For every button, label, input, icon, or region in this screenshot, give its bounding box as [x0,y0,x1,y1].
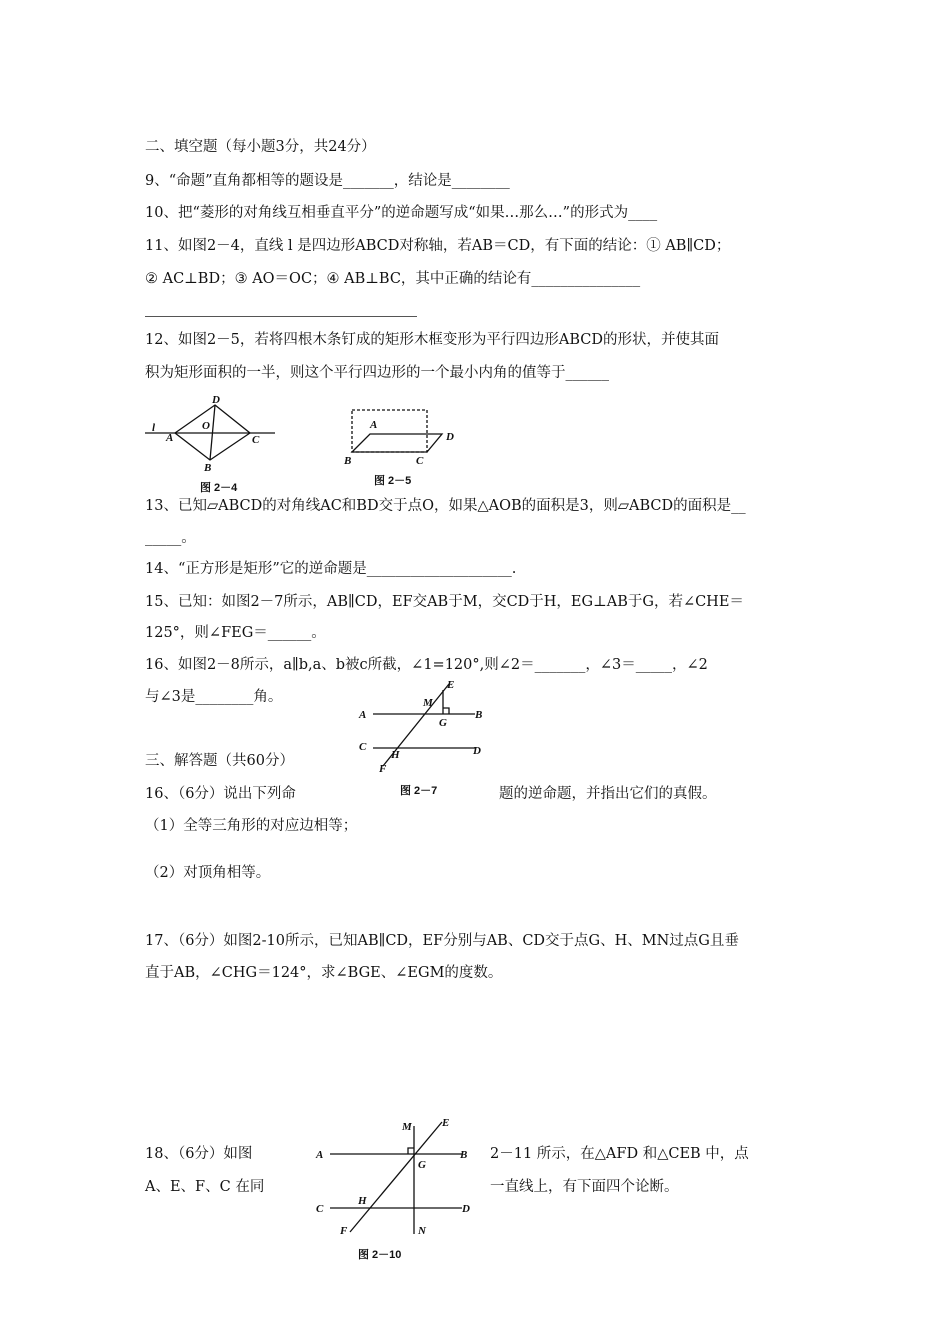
figure-2-5 [340,400,470,490]
question-18-right1: 2－11 所示，在△AFD 和△CEB 中，点 [490,1146,749,1162]
figure-2-5-caption: 图 2－5 [374,475,412,487]
label-n: N [418,1225,426,1237]
label-b: B [204,462,212,474]
figure-2-10 [312,1112,482,1267]
question-18-left1: 18、（6分）如图 [145,1146,253,1162]
question-16b-part1: 16、（6分）说出下列命 [145,786,296,802]
figure-2-7-caption: 图 2－7 [400,785,438,797]
label-d: D [446,431,454,443]
label-c: C [416,455,424,467]
question-15-line1: 15、已知：如图2－7所示，AB∥CD，EF交AB于M，交CD于H，EG⊥AB于G，若∠CHE＝ [145,594,744,610]
label-h: H [358,1195,367,1207]
label-m: M [402,1121,412,1133]
figure-2-4-caption: 图 2－4 [200,482,238,494]
label-d: D [462,1203,470,1215]
label-c: C [316,1203,324,1215]
question-16b-item1: （1）全等三角形的对应边相等； [145,818,358,834]
label-m: M [423,697,433,709]
label-b: B [475,709,483,721]
label-e: E [442,1117,450,1129]
question-12-line1: 12、如图2－5，若将四根木条钉成的矩形木框变形为平行四边形ABCD的形状，并使其面 [145,332,720,348]
label-a: A [316,1149,324,1161]
label-a: A [370,419,378,431]
label-o: O [202,420,210,432]
label-g: G [439,717,447,729]
label-g: G [418,1159,426,1171]
label-e: E [447,679,455,691]
label-f: F [340,1225,348,1237]
label-b: B [460,1149,468,1161]
question-15-line2: 125°，则∠FEG＝______。 [145,625,326,641]
question-16b-part2: 题的逆命题，并指出它们的真假。 [499,786,717,802]
question-17-line2: 直于AB，∠CHG＝124°，求∠BGE、∠EGM的度数。 [145,965,503,981]
figure-2-4 [140,395,280,495]
parallelogram-abcd [352,434,442,452]
section2-heading: 二、填空题（每小题3分，共24分） [145,139,376,155]
question-10: 10、把“菱形的对角线互相垂直平分”的逆命题写成“如果…那么…”的形式为____ [145,205,658,221]
question-13-line2: _____。 [145,530,196,546]
label-f: F [379,763,387,775]
figure-2-7 [355,676,490,801]
right-angle-mark [408,1148,414,1154]
figure-2-10-caption: 图 2－10 [358,1249,402,1261]
question-14: 14、“正方形是矩形”它的逆命题是____________________. [145,561,517,577]
right-angle-mark [443,708,449,714]
question-18-right2: 一直线上，有下面四个论断。 [490,1179,679,1195]
question-11-line2: ② AC⊥BD；③ AO＝OC；④ AB⊥BC，其中正确的结论有_______________ [145,271,641,287]
label-c: C [359,741,367,753]
label-d: D [212,395,220,406]
label-b: B [344,455,352,467]
question-18-left2: A、E、F、C 在同 [145,1179,265,1195]
line-ef [350,1122,442,1232]
original-rectangle [352,410,427,452]
section3-heading: 三、解答题（共60分） [145,753,294,769]
label-a: A [166,432,174,444]
label-l: l [152,422,156,434]
question-11-line1: 11、如图2－4，直线 l 是四边形ABCD对称轴，若AB＝CD，有下面的结论：① AB∥CD； [145,238,731,254]
label-a: A [359,709,367,721]
question-16-line2: 与∠3是________角。 [145,689,283,705]
question-13-line1: 13、已知▱ABCD的对角线AC和BD交于点O，如果△AOB的面积是3，则▱ABCD的面积是__ [145,498,746,514]
label-c: C [252,434,260,446]
answer-rule [145,316,417,317]
question-16b-item2: （2）对顶角相等。 [145,865,271,881]
label-d: D [473,745,481,757]
question-12-line2: 积为矩形面积的一半，则这个平行四边形的一个最小内角的值等于______ [145,365,609,381]
question-17-line1: 17、（6分）如图2-10所示，已知AB∥CD，EF分别与AB、CD交于点G、H、MN过点G且垂 [145,933,739,949]
question-9: 9、“命题”直角都相等的题设是_______，结论是________ [145,173,510,189]
label-h: H [391,749,400,761]
question-16-line1: 16、如图2－8所示，a∥b,a、b被c所截，∠1=120°,则∠2＝_______，∠3＝_____，∠2 [145,657,708,673]
